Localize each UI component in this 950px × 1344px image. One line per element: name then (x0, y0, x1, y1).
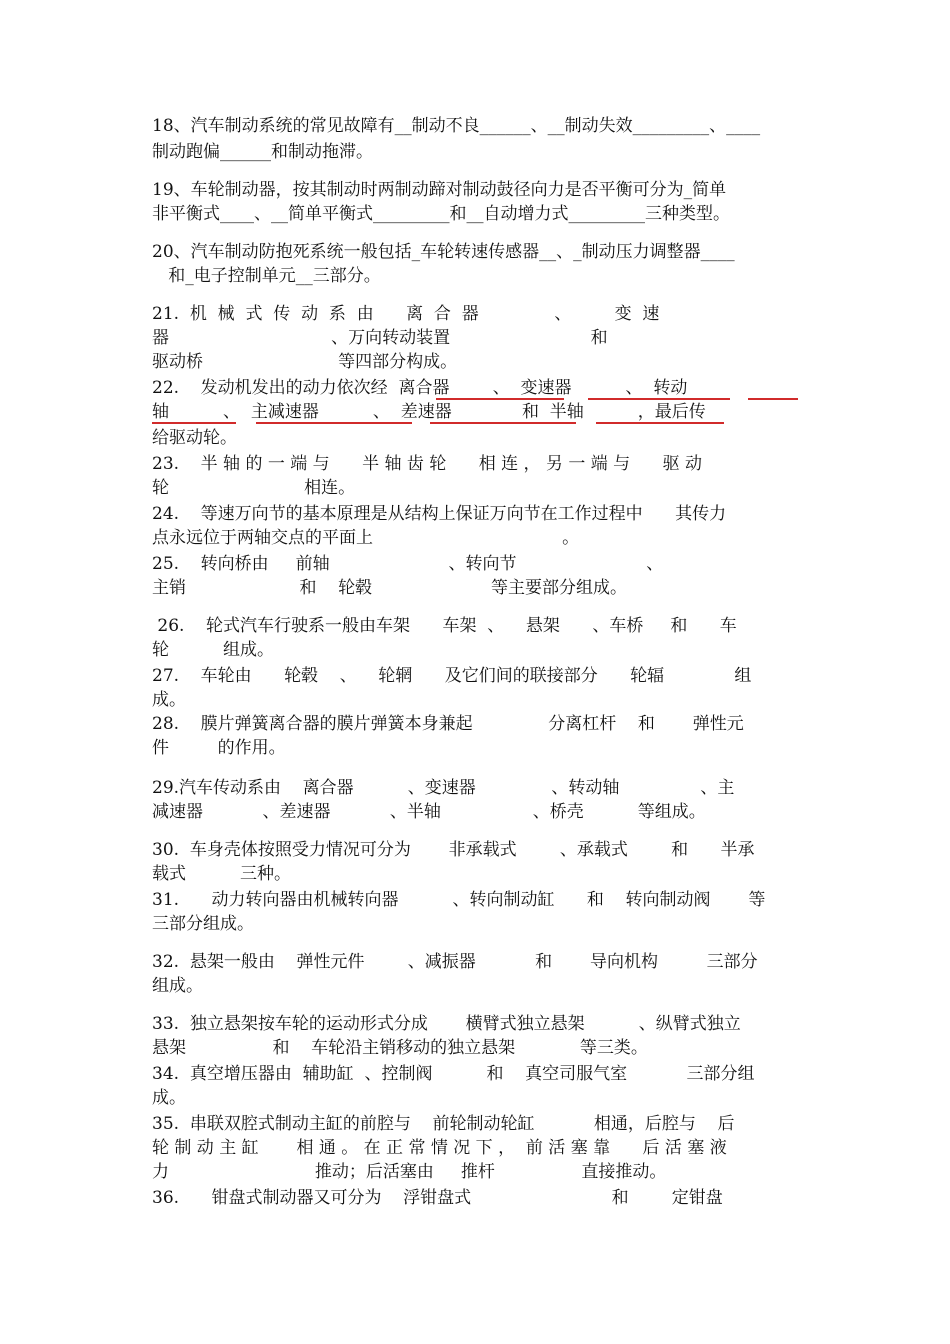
answer-underline (436, 398, 564, 400)
question-q22-line-3: 给驱动轮。 (152, 428, 237, 448)
question-q28-line-1: 28. 膜片弹簧离合器的膜片弹簧本身兼起 分离杠杆 和 弹性元 (152, 714, 744, 734)
question-q30-line-2: 载式 三种。 (152, 864, 292, 884)
question-q35-line-1: 35. 串联双腔式制动主缸的前腔与 前轮制动轮缸 相通，后腔与 后 (152, 1114, 735, 1134)
question-q34-line-1: 34. 真空增压器由 辅助缸 、控制阀 和 真空司服气室 三部分组 (152, 1064, 755, 1084)
question-q19-line-1: 19、车轮制动器，按其制动时两制动蹄对制动鼓径向力是否平衡可分为_简单 (152, 180, 727, 200)
answer-underline (152, 422, 236, 424)
question-q20-line-1: 20、汽车制动防抱死系统一般包括_车轮转速传感器__、_制动压力调整器____ (152, 242, 735, 262)
question-q21-line-2: 器 、万向转动装置 和 (152, 328, 608, 348)
answer-underline (430, 422, 576, 424)
answer-underline (256, 422, 412, 424)
question-q23-line-2: 轮 相连。 (152, 478, 356, 498)
question-q22-line-2: 轴 、 主减速器 、 差速器 和 半轴 ，最后传 (152, 402, 706, 422)
question-q27-line-1: 27. 车轮由 轮毂 、 轮辋 及它们间的联接部分 轮辐 组 (152, 666, 752, 686)
question-q32-line-2: 组成。 (152, 976, 203, 996)
question-q31-line-1: 31. 动力转向器由机械转向器 、转向制动缸 和 转向制动阀 等 (152, 890, 766, 910)
question-q24-line-2: 点永远位于两轴交点的平面上 。 (152, 528, 580, 548)
question-q26-line-2: 轮 组成。 (152, 640, 275, 660)
question-q25-line-1: 25. 转向桥由 前轴 、转向节 、 (152, 554, 664, 574)
question-q34-line-2: 成。 (152, 1088, 186, 1108)
question-q29-line-2: 减速器 、差速器 、半轴 、桥壳 等组成。 (152, 802, 706, 822)
question-q24-line-1: 24. 等速万向节的基本原理是从结构上保证万向节在工作过程中 其传力 (152, 504, 727, 524)
question-q36-line-1: 36. 钳盘式制动器又可分为 浮钳盘式 和 定钳盘 (152, 1188, 723, 1208)
question-q18-line-2: 制动跑偏______和制动拖滞。 (152, 142, 373, 162)
question-q21-line-3: 驱动桥 等四部分构成。 (152, 352, 458, 372)
question-q18-line-1: 18、汽车制动系统的常见故障有__制动不良______、__制动失效_________、____ (152, 116, 761, 136)
question-q29-line-1: 29.汽车传动系由 离合器 、变速器 、转动轴 、主 (152, 778, 735, 798)
question-q28-line-2: 件 的作用。 (152, 738, 286, 758)
question-q22-line-1: 22. 发动机发出的动力依次经 离合器 、 变速器 、 转动 (152, 378, 688, 398)
question-q27-line-2: 成。 (152, 690, 186, 710)
question-q20-line-2: 和_电子控制单元__三部分。 (152, 266, 381, 286)
question-q33-line-1: 33. 独立悬架按车轮的运动形式分成 横臂式独立悬架 、纵臂式独立 (152, 1014, 741, 1034)
question-q31-line-2: 三部分组成。 (152, 914, 254, 934)
question-q19-line-2: 非平衡式____、__简单平衡式_________和__自动增力式_________三种类型。 (152, 204, 730, 224)
answer-underline (748, 398, 798, 400)
question-q35-line-3: 力 推动；后活塞由 推杆 直接推动。 (152, 1162, 667, 1182)
question-q35-line-2: 轮 制 动 主 缸 相 通 。 在 正 常 情 况 下 ， 前 活 塞 靠 后 活 塞 液 (152, 1138, 727, 1158)
question-q21-line-1: 21. 机 械 式 传 动 系 由 离 合 器 、 变 速 (152, 304, 660, 324)
question-q33-line-2: 悬架 和 车轮沿主销移动的独立悬架 等三类。 (152, 1038, 648, 1058)
answer-underline (596, 422, 724, 424)
question-q32-line-1: 32. 悬架一般由 弹性元件 、减振器 和 导向机构 三部分 (152, 952, 758, 972)
question-q26-line-1: 26. 轮式汽车行驶系一般由车架 车架 、 悬架 、车桥 和 车 (152, 616, 737, 636)
question-q30-line-1: 30. 车身壳体按照受力情况可分为 非承载式 、承载式 和 半承 (152, 840, 755, 860)
question-q25-line-2: 主销 和 轮毂 等主要部分组成。 (152, 578, 627, 598)
question-q23-line-1: 23. 半 轴 的 一 端 与 半 轴 齿 轮 相 连 ， 另 一 端 与 驱 动 (152, 454, 702, 474)
answer-underline (588, 398, 730, 400)
